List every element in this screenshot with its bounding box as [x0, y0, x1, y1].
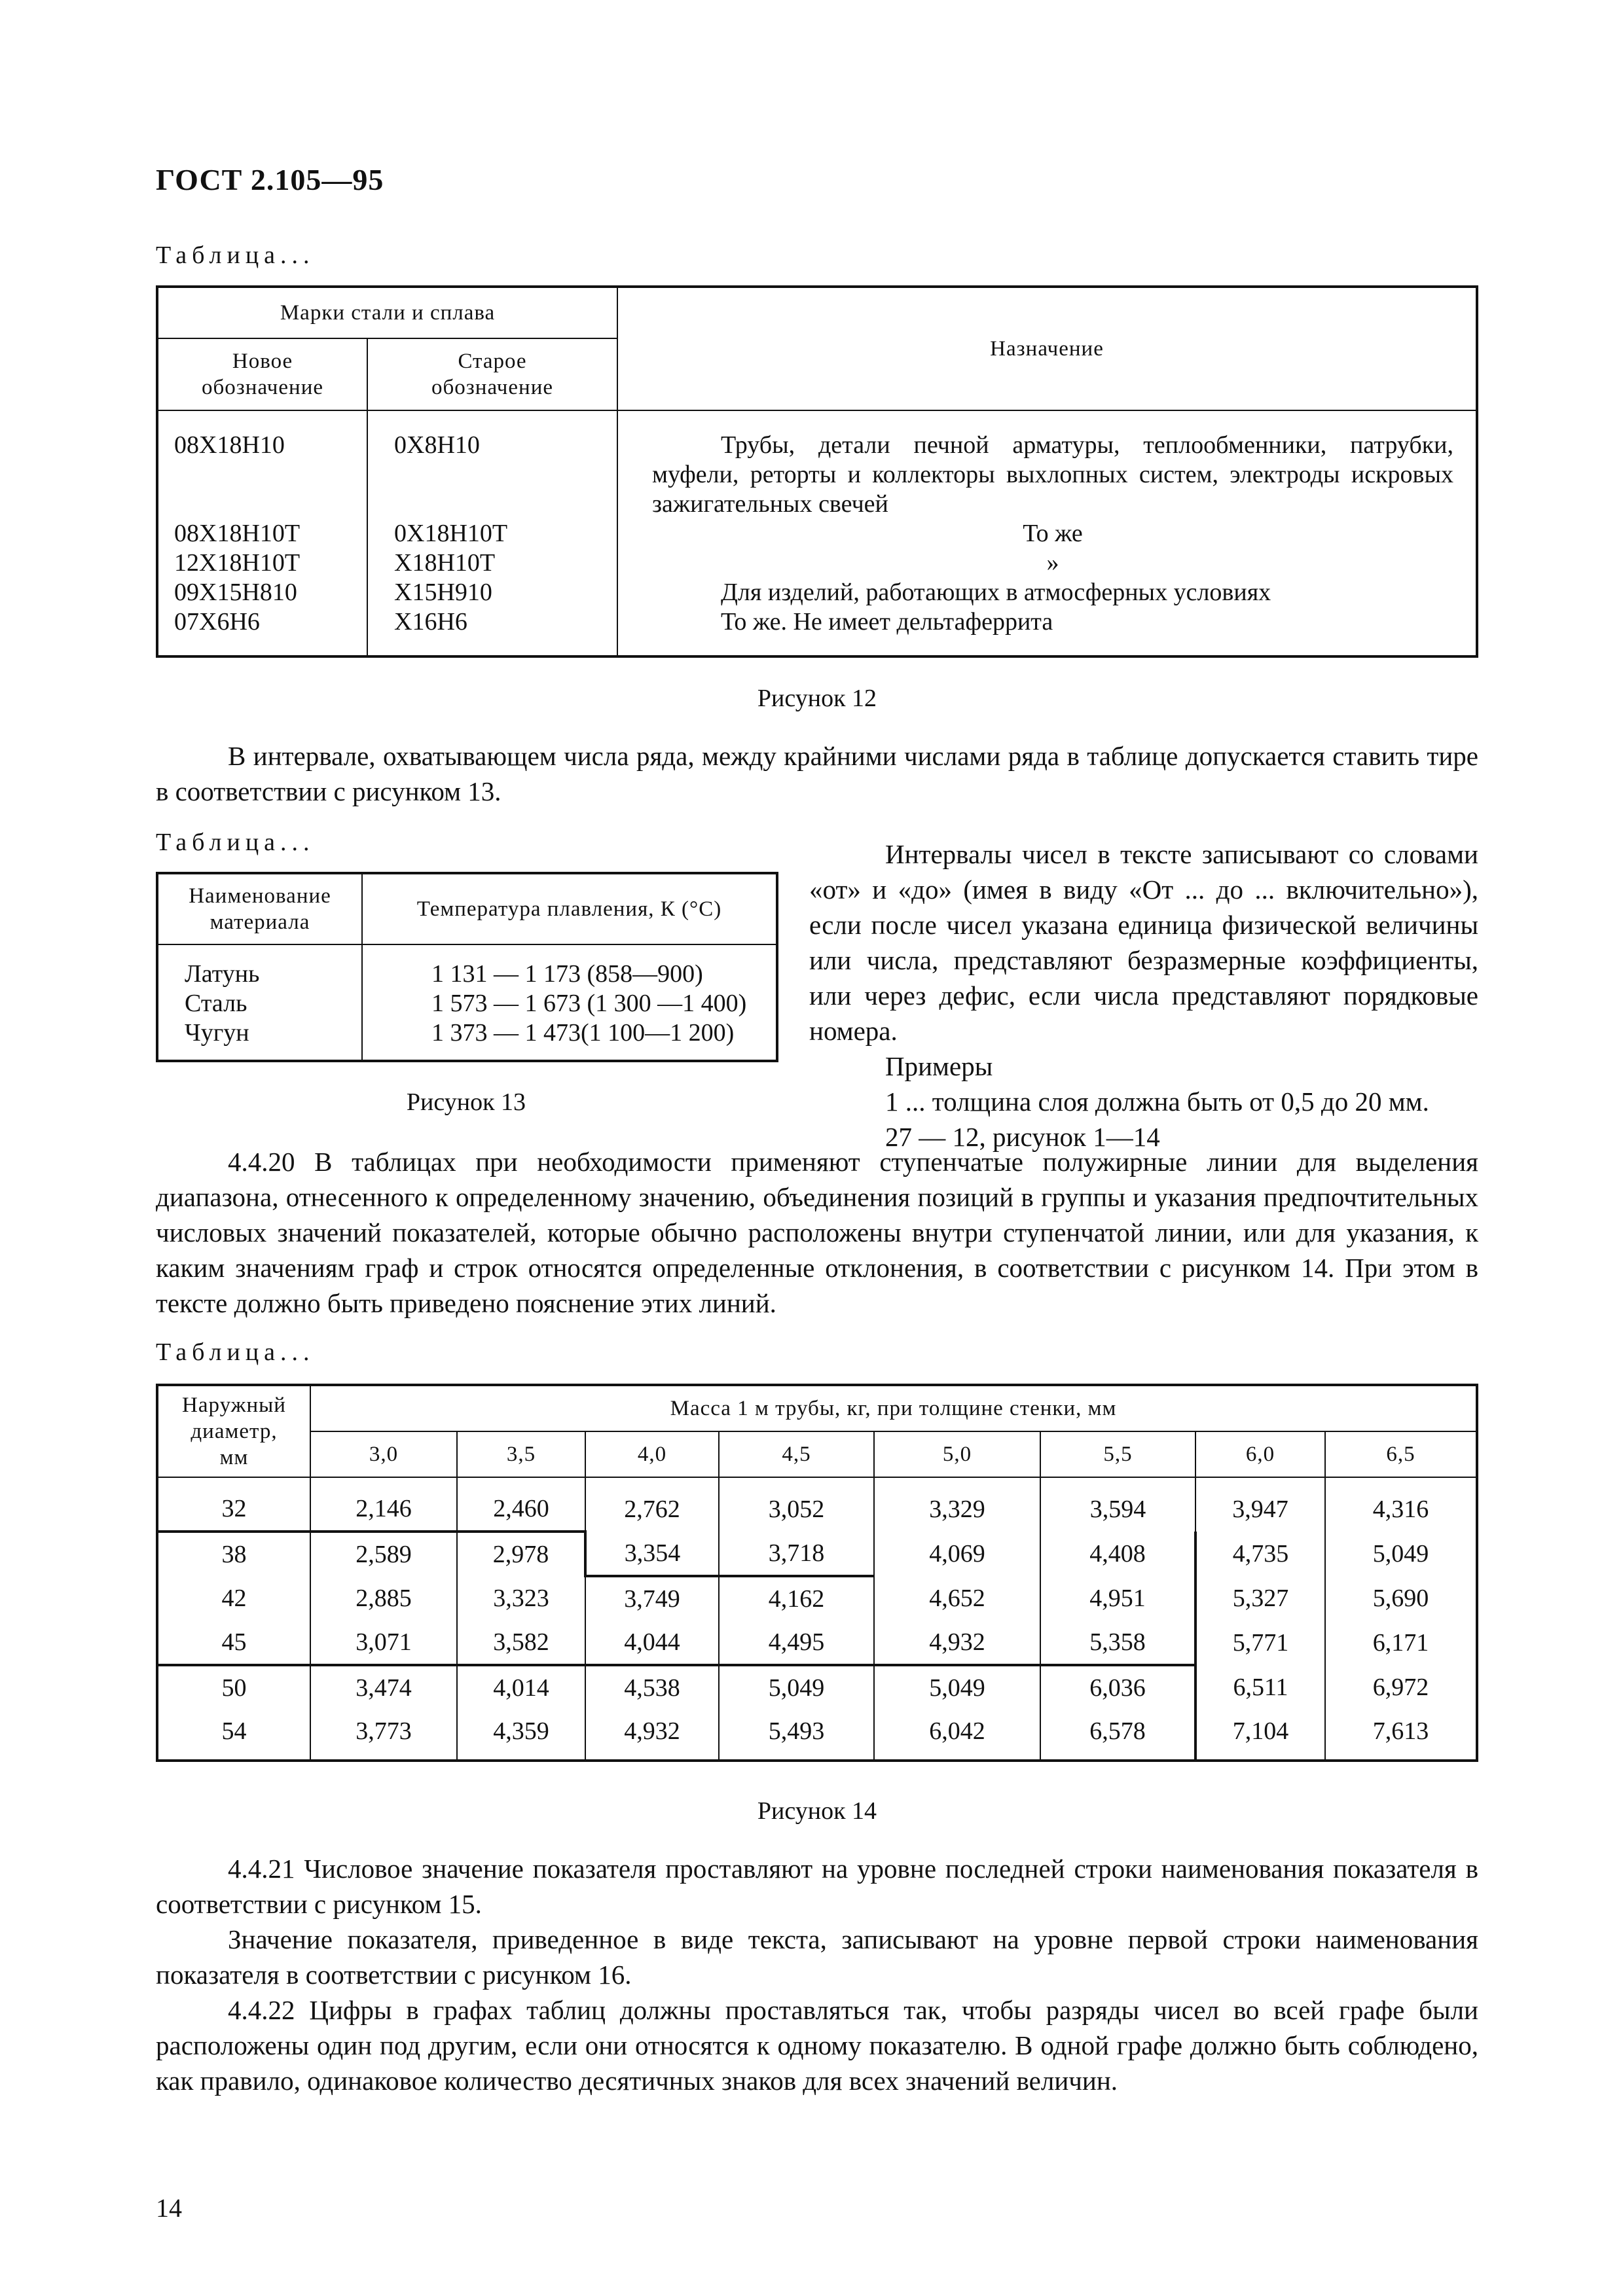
mass-cell: 2,589 [310, 1532, 457, 1576]
mass-cell: 4,044 [585, 1621, 719, 1665]
material-cell: Сталь [157, 989, 362, 1018]
table-row [157, 944, 777, 989]
mass-cell: 4,538 [585, 1665, 719, 1710]
table-row [157, 1665, 1477, 1710]
mass-cell: 5,771 [1195, 1621, 1325, 1665]
table-label: Таблица... [156, 829, 315, 856]
paragraph-text-value [156, 1922, 1478, 1992]
new-designation-cell: 07Х6Н6 [157, 607, 367, 656]
mass-cell: 4,495 [719, 1621, 874, 1665]
diameter-cell: 45 [157, 1621, 310, 1665]
mass-cell: 4,932 [874, 1621, 1040, 1665]
example-2: 27 — 12, рисунок 1—14 [885, 1122, 1160, 1152]
mass-cell: 2,885 [310, 1576, 457, 1621]
table-row [157, 578, 1477, 607]
examples-title: Примеры [885, 1051, 993, 1081]
spacer [310, 1477, 457, 1487]
mass-cell: 3,749 [585, 1576, 719, 1621]
mass-cell: 3,718 [719, 1532, 874, 1576]
table-row [157, 1621, 1477, 1665]
paragraph-interval-dash [156, 738, 1478, 809]
table-row [157, 989, 777, 1018]
mass-cell: 5,358 [1040, 1621, 1195, 1665]
diameter-cell: 38 [157, 1532, 310, 1576]
table-row [157, 519, 1477, 548]
diameter-cell: 54 [157, 1710, 310, 1761]
paragraph-4-4-22 [156, 1992, 1478, 2098]
mass-cell: 2,460 [457, 1487, 585, 1532]
mass-cell: 5,049 [874, 1665, 1040, 1710]
mass-cell: 3,354 [585, 1532, 719, 1576]
mass-cell: 3,947 [1195, 1487, 1325, 1532]
thickness-header: 6,0 [1195, 1431, 1325, 1477]
mass-cell: 3,329 [874, 1487, 1040, 1532]
diameter-cell: 42 [157, 1576, 310, 1621]
diameter-cell: 50 [157, 1665, 310, 1710]
spacer [874, 1477, 1040, 1487]
temperature-cell: 1 131 — 1 173 (858—900) [362, 944, 777, 989]
pipe-mass-group-header: Масса 1 м трубы, кг, при толщине стенки, мм [310, 1385, 1477, 1431]
mass-cell: 6,171 [1325, 1621, 1477, 1665]
mass-cell: 3,773 [310, 1710, 457, 1761]
mass-cell: 6,511 [1195, 1665, 1325, 1710]
old-designation-cell: 0Х8Н10 [367, 410, 617, 519]
table-row [157, 410, 1477, 519]
table-row [157, 548, 1477, 578]
material-cell: Латунь [157, 944, 362, 989]
mass-cell: 4,069 [874, 1532, 1040, 1576]
material-column-header [157, 873, 362, 944]
spacer [157, 1477, 310, 1487]
mass-cell: 6,036 [1040, 1665, 1195, 1710]
purpose-cell: То же [617, 519, 1477, 548]
mass-cell: 6,972 [1325, 1665, 1477, 1710]
material-cell: Чугун [157, 1018, 362, 1061]
temperature-column-header: Температура плавления, К (°С) [362, 873, 777, 944]
new-designation-cell: 09Х15Н810 [157, 578, 367, 607]
mass-cell: 3,582 [457, 1621, 585, 1665]
spacer [719, 1477, 874, 1487]
spacer [1040, 1477, 1195, 1487]
table-row [157, 1018, 777, 1061]
mass-cell: 3,071 [310, 1621, 457, 1665]
old-designation-cell: Х16Н6 [367, 607, 617, 656]
table-row [157, 607, 1477, 656]
mass-cell: 4,932 [585, 1710, 719, 1761]
purpose-cell: Для изделий, работающих в атмосферных условиях [617, 578, 1477, 607]
old-designation-cell: Х15Н910 [367, 578, 617, 607]
mass-cell: 5,327 [1195, 1576, 1325, 1621]
table-label: Таблица... [156, 242, 315, 269]
mass-cell: 4,359 [457, 1710, 585, 1761]
figure-12-caption: Рисунок 12 [757, 685, 877, 712]
diameter-cell: 32 [157, 1487, 310, 1532]
figure-13-caption: Рисунок 13 [406, 1088, 526, 1116]
purpose-cell: » [617, 548, 1477, 578]
outer-diameter-header [157, 1385, 310, 1477]
header-line: обозначение [201, 376, 324, 399]
mass-cell: 5,049 [719, 1665, 874, 1710]
spacer [1195, 1477, 1325, 1487]
mass-cell: 2,978 [457, 1532, 585, 1576]
thickness-header: 3,5 [457, 1431, 585, 1477]
mass-cell: 5,493 [719, 1710, 874, 1761]
mass-cell: 3,474 [310, 1665, 457, 1710]
mass-cell: 2,146 [310, 1487, 457, 1532]
steel-grades-group-header: Марки стали и сплава [157, 287, 617, 338]
table-label: Таблица... [156, 1338, 315, 1366]
header-line: Наименование [189, 884, 331, 908]
table-row [157, 1576, 1477, 1621]
interval-rules-paragraph: Интервалы чисел в тексте записывают со словами «от» и «до» (имея в виду «От ... до ... включительно»), если после чисел указана единица физической величины или числа, представляют безразмерные коэффициенты, или через дефис, если числа представляют порядковые номера. [809, 839, 1478, 1046]
temperature-cell: 1 373 — 1 473(1 100—1 200) [362, 1018, 777, 1061]
mass-cell: 4,652 [874, 1576, 1040, 1621]
mass-cell: 3,052 [719, 1487, 874, 1532]
page-number: 14 [156, 2193, 182, 2223]
header-line: Старое [458, 350, 527, 373]
new-designation-cell: 12Х18Н10Т [157, 548, 367, 578]
table-row [157, 1487, 1477, 1532]
mass-cell: 4,014 [457, 1665, 585, 1710]
melting-temperature-table [156, 872, 778, 1062]
purpose-cell: То же. Не имеет дельтаферрита [617, 607, 1477, 656]
thickness-header: 4,5 [719, 1431, 874, 1477]
mass-cell: 3,323 [457, 1576, 585, 1621]
mass-cell: 3,594 [1040, 1487, 1195, 1532]
temperature-cell: 1 573 — 1 673 (1 300 —1 400) [362, 989, 777, 1018]
mass-cell: 6,578 [1040, 1710, 1195, 1761]
header-line: Наружный [182, 1393, 286, 1417]
thickness-header: 5,0 [874, 1431, 1040, 1477]
purpose-cell [617, 410, 1477, 519]
header-line: обозначение [431, 376, 554, 399]
paragraph-4-4-21 [156, 1851, 1478, 1922]
mass-cell: 5,049 [1325, 1532, 1477, 1576]
spacer [585, 1477, 719, 1487]
table-row [157, 1532, 1477, 1576]
mass-cell: 4,951 [1040, 1576, 1195, 1621]
header-line: Новое [232, 350, 293, 373]
purpose-text: Трубы, детали печной арматуры, теплообменники, патрубки, муфели, реторты и коллекторы выхлопных систем, электроды искровых зажигательных свечей [652, 431, 1453, 518]
mass-cell: 7,613 [1325, 1710, 1477, 1761]
new-designation-cell: 08Х18Н10 [157, 410, 367, 519]
mass-cell: 4,162 [719, 1576, 874, 1621]
mass-cell: 2,762 [585, 1487, 719, 1532]
new-designation-cell: 08Х18Н10Т [157, 519, 367, 548]
mass-cell: 5,690 [1325, 1576, 1477, 1621]
mass-cell: 7,104 [1195, 1710, 1325, 1761]
header-line: мм [219, 1446, 249, 1469]
paragraph-text: 4.4.21 Числовое значение показателя проставляют на уровне последней строки наименования показателя в соответствии с рисунком 15. [156, 1854, 1478, 1919]
old-designation-cell: 0Х18Н10Т [367, 519, 617, 548]
header-line: диаметр, [191, 1420, 278, 1443]
thickness-header: 5,5 [1040, 1431, 1195, 1477]
spacer [1325, 1477, 1477, 1487]
mass-cell: 4,408 [1040, 1532, 1195, 1576]
old-designation-header [367, 338, 617, 410]
thickness-header: 6,5 [1325, 1431, 1477, 1477]
thickness-header: 4,0 [585, 1431, 719, 1477]
mass-cell: 6,042 [874, 1710, 1040, 1761]
paragraph-text: Значение показателя, приведенное в виде текста, записывают на уровне первой строки наименования показателя в соответствии с рисунком 16. [156, 1924, 1478, 1990]
standard-code-header: ГОСТ 2.105—95 [156, 163, 384, 196]
purpose-column-header: Назначение [617, 287, 1477, 410]
interval-rules-text [809, 836, 1478, 1155]
mass-cell: 4,735 [1195, 1532, 1325, 1576]
new-designation-header [157, 338, 367, 410]
mass-cell: 4,316 [1325, 1487, 1477, 1532]
figure-14-caption: Рисунок 14 [757, 1797, 877, 1825]
old-designation-cell: Х18Н10Т [367, 548, 617, 578]
paragraph-text: 4.4.20 В таблицах при необходимости применяют ступенчатые полужирные линии для выделения диапазона, отнесенного к определенному значению, объединения позиций в группы и указания предпочтительных числовых значений показателей, которые обычно расположены внутри ступенчатой линии, или для указания, к каким значениям граф и строк относятся определенные отклонения, в соответствии с рисунком 14. При этом в тексте должно быть приведено пояснение этих линий. [156, 1147, 1478, 1318]
paragraph-text: 4.4.22 Цифры в графах таблиц должны проставляться так, чтобы разряды чисел во всей графе были расположены один под другим, если они относятся к одному показателю. В одной графе должно быть соблюдено, как правило, одинаковое количество десятичных знаков для всех значений величин. [156, 1995, 1478, 2096]
paragraph-4-4-20 [156, 1144, 1478, 1321]
header-line: материала [210, 910, 310, 934]
example-1: 1 ... толщина слоя должна быть от 0,5 до 20 мм. [885, 1086, 1429, 1117]
paragraph-text: В интервале, охватывающем числа ряда, между крайними числами ряда в таблице допускается ставить тире в соответствии с рисунком 13. [156, 741, 1478, 806]
table-row [157, 1710, 1477, 1761]
spacer [457, 1477, 585, 1487]
steel-grades-table [156, 285, 1478, 658]
pipe-mass-table [156, 1384, 1478, 1762]
thickness-header: 3,0 [310, 1431, 457, 1477]
